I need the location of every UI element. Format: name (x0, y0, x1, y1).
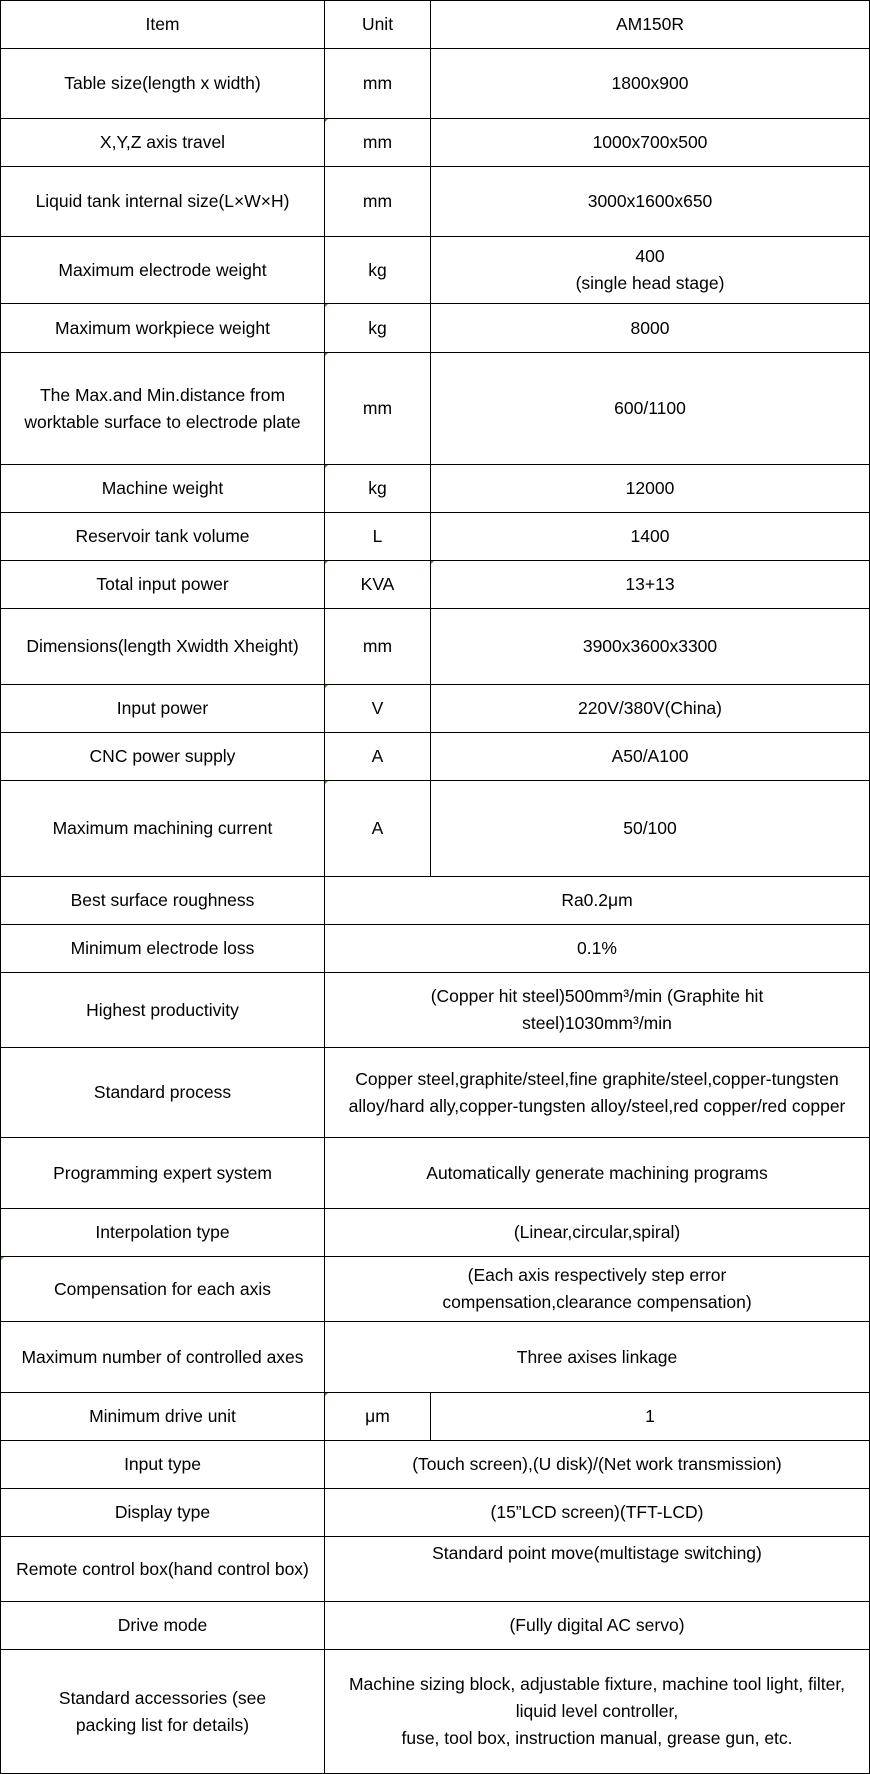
value-cell: 1800x900 (431, 49, 870, 119)
value-cell: Copper steel,graphite/steel,fine graphite/steel,copper-tungsten alloy/hard ally,copper-tungsten alloy/steel,red copper/red copper (325, 1048, 870, 1138)
value-cell: (Fully digital AC servo) (325, 1602, 870, 1650)
item-cell: Highest productivity (1, 973, 325, 1048)
table-row (1, 781, 870, 877)
unit-cell: A (325, 733, 431, 781)
item-cell: Interpolation type (1, 1209, 325, 1257)
value-cell (431, 237, 870, 304)
value-cell: 3900x3600x3300 (431, 609, 870, 685)
item-cell: Maximum number of controlled axes (1, 1322, 325, 1393)
table-row (1, 1650, 870, 1774)
header-item: Item (1, 1, 325, 49)
unit-cell: mm (325, 609, 431, 685)
item-cell: Input power (1, 685, 325, 733)
table-row (1, 609, 870, 685)
unit-cell: kg (325, 465, 431, 513)
item-cell: Liquid tank internal size(L×W×H) (1, 167, 325, 237)
value-cell: (Each axis respectively step error compensation,clearance compensation) (325, 1257, 870, 1322)
value-cell: A50/A100 (431, 733, 870, 781)
value-cell: Three axises linkage (325, 1322, 870, 1393)
table-row (1, 465, 870, 513)
table-row (1, 1322, 870, 1393)
table-row (1, 49, 870, 119)
unit-cell: V (325, 685, 431, 733)
value-cell: 50/100 (431, 781, 870, 877)
value-cell: 1 (431, 1393, 870, 1441)
table-row (1, 1138, 870, 1209)
table-row (1, 513, 870, 561)
table-row (1, 1489, 870, 1537)
item-cell: Minimum electrode loss (1, 925, 325, 973)
value-cell: (Linear,circular,spiral) (325, 1209, 870, 1257)
table-row (1, 877, 870, 925)
value-cell: 1400 (431, 513, 870, 561)
table-row (1, 119, 870, 167)
header-model: AM150R (431, 1, 870, 49)
value-line: Machine sizing block, adjustable fixture, machine tool light, filter, liquid level controller, (348, 1674, 846, 1721)
value-cell: 12000 (431, 465, 870, 513)
item-cell: Minimum drive unit (1, 1393, 325, 1441)
value-cell: 8000 (431, 304, 870, 353)
unit-cell: mm (325, 167, 431, 237)
item-cell: Total input power (1, 561, 325, 609)
unit-cell: mm (325, 353, 431, 465)
table-row (1, 925, 870, 973)
table-row (1, 1257, 870, 1322)
item-cell: Maximum machining current (1, 781, 325, 877)
item-cell: Dimensions(length Xwidth Xheight) (1, 609, 325, 685)
value-cell: 13+13 (431, 561, 870, 609)
value-line: 400 (635, 246, 665, 266)
table-row (1, 1393, 870, 1441)
value-cell: (Touch screen),(U disk)/(Net work transmission) (325, 1441, 870, 1489)
value-cell: 600/1100 (431, 353, 870, 465)
item-cell: The Max.and Min.distance from worktable surface to electrode plate (1, 353, 325, 465)
item-cell: Input type (1, 1441, 325, 1489)
table-row (1, 973, 870, 1048)
table-row (1, 561, 870, 609)
value-line: fuse, tool box, instruction manual, grease gun, etc. (401, 1728, 793, 1748)
unit-cell: μm (325, 1393, 431, 1441)
item-cell: Display type (1, 1489, 325, 1537)
value-cell: Ra0.2μm (325, 877, 870, 925)
table-row (1, 733, 870, 781)
item-cell: Table size(length x width) (1, 49, 325, 119)
table-row (1, 1537, 870, 1602)
value-cell: 0.1% (325, 925, 870, 973)
value-cell: (15”LCD screen)(TFT-LCD) (325, 1489, 870, 1537)
header-unit: Unit (325, 1, 431, 49)
table-row (1, 685, 870, 733)
item-cell: Maximum electrode weight (1, 237, 325, 304)
table-row (1, 1209, 870, 1257)
item-cell: Standard accessories (see packing list for details) (1, 1650, 325, 1774)
table-row (1, 1441, 870, 1489)
unit-cell: A (325, 781, 431, 877)
item-cell: Machine weight (1, 465, 325, 513)
table-row (1, 304, 870, 353)
item-cell: Standard process (1, 1048, 325, 1138)
unit-cell: mm (325, 49, 431, 119)
unit-cell: kg (325, 237, 431, 304)
value-cell: Automatically generate machining programs (325, 1138, 870, 1209)
item-cell: Remote control box(hand control box) (1, 1537, 325, 1602)
value-cell: 1000x700x500 (431, 119, 870, 167)
table-row (1, 1048, 870, 1138)
unit-cell: L (325, 513, 431, 561)
unit-cell: mm (325, 119, 431, 167)
value-cell: Standard point move(multistage switching) (325, 1537, 870, 1602)
item-cell: Programming expert system (1, 1138, 325, 1209)
item-cell: Maximum workpiece weight (1, 304, 325, 353)
value-line: (single head stage) (575, 273, 725, 293)
value-cell: 220V/380V(China) (431, 685, 870, 733)
header-row (1, 1, 870, 49)
item-cell: Best surface roughness (1, 877, 325, 925)
unit-cell: KVA (325, 561, 431, 609)
value-cell: 3000x1600x650 (431, 167, 870, 237)
table-row (1, 167, 870, 237)
table-row (1, 353, 870, 465)
item-cell: Reservoir tank volume (1, 513, 325, 561)
item-cell: X,Y,Z axis travel (1, 119, 325, 167)
value-cell (325, 1650, 870, 1774)
unit-cell: kg (325, 304, 431, 353)
item-cell: Drive mode (1, 1602, 325, 1650)
item-cell: CNC power supply (1, 733, 325, 781)
table-row (1, 237, 870, 304)
item-cell: Compensation for each axis (1, 1257, 325, 1322)
table-row (1, 1602, 870, 1650)
value-cell: (Copper hit steel)500mm³/min (Graphite hit steel)1030mm³/min (325, 973, 870, 1048)
